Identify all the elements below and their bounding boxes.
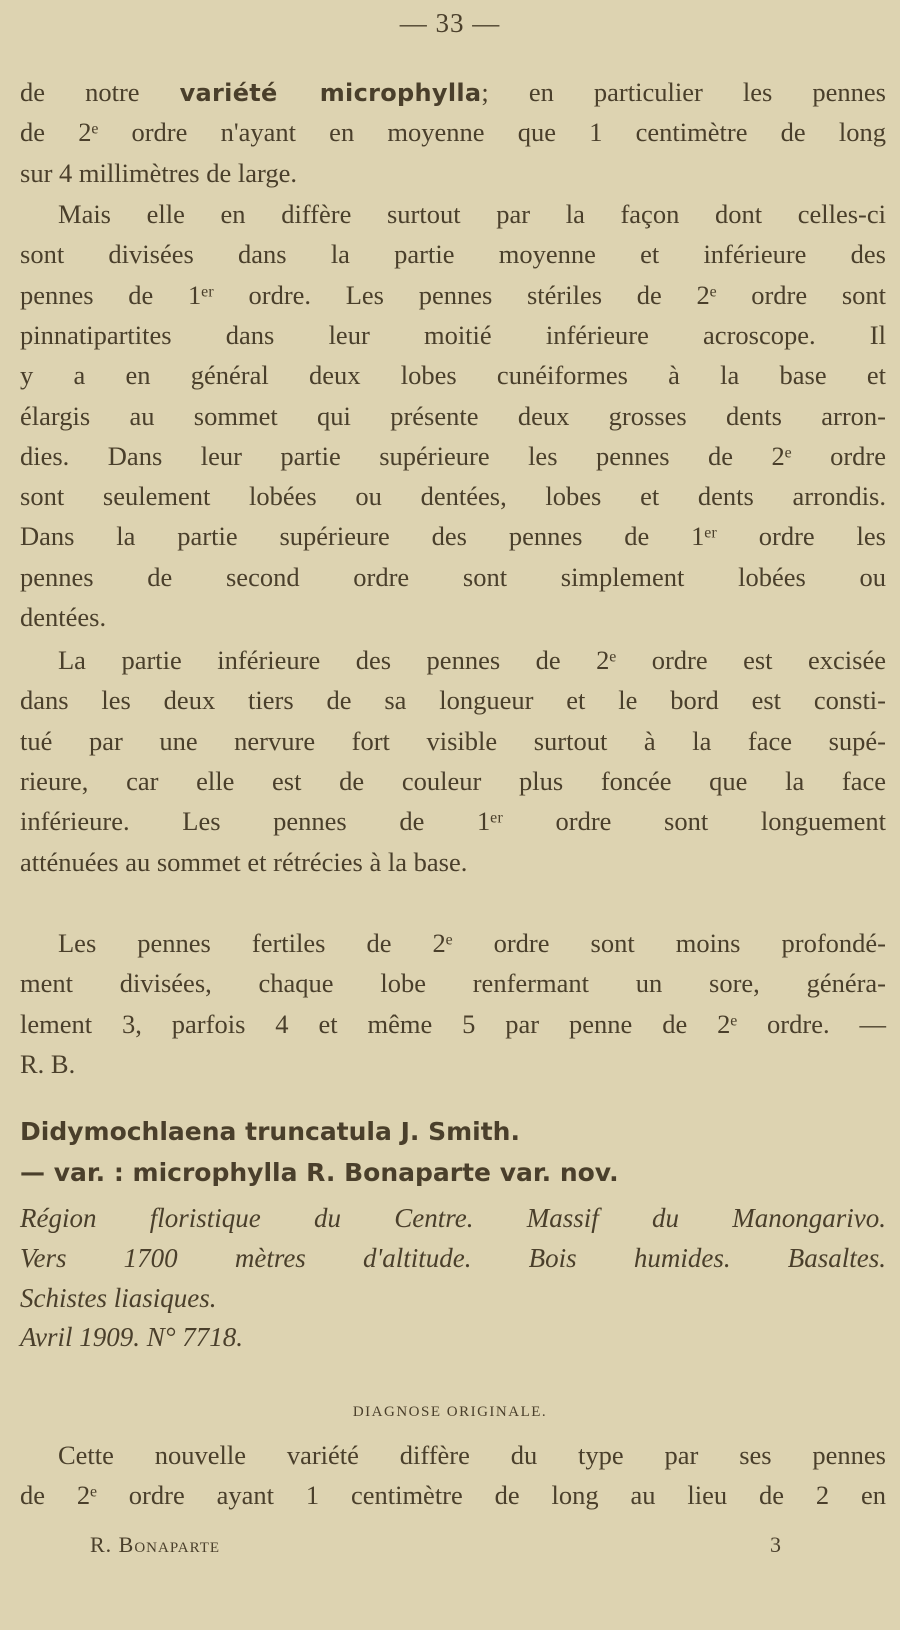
locality-line: Schistes liasiques. xyxy=(20,1283,217,1313)
text-line: rieure, car elle est de couleur plus foncée que la face xyxy=(20,765,886,796)
locality-line: Vers 1700 mètres d'altitude. Bois humides. Basaltes. xyxy=(20,1243,886,1273)
text-line: dies. Dans leur partie supérieure les pennes de 2ᵉ ordre xyxy=(20,440,886,471)
text-line: Les pennes fertiles de 2ᵉ ordre sont moins profondé- xyxy=(58,928,886,958)
text-line: sont divisées dans la partie moyenne et inférieure des xyxy=(20,239,886,270)
text-line: La partie inférieure des pennes de 2ᵉ ordre est excisée xyxy=(58,645,886,675)
text-line: sont seulement lobées ou dentées, lobes et dents arrondis. xyxy=(20,481,886,512)
species-title: Didymochlaena truncatula J. Smith. xyxy=(20,1117,520,1146)
text-span: de notre xyxy=(20,77,180,107)
text-line: atténuées au sommet et rétrécies à la base. xyxy=(20,846,468,877)
page-number: — 33 — xyxy=(399,8,501,38)
text-line: inférieure. Les pennes de 1ᵉʳ ordre sont longuement xyxy=(20,806,886,837)
text-line: pennes de second ordre sont simplement lobées ou xyxy=(20,561,886,592)
text-line: pinnatipartites dans leur moitié inférieure acroscope. Il xyxy=(20,319,886,350)
text-line: Cette nouvelle variété diffère du type par ses pennes xyxy=(58,1440,886,1470)
text-line: Mais elle en diffère surtout par la façon dont celles-ci xyxy=(58,199,886,229)
signature-mark: 3 xyxy=(770,1532,782,1557)
text-line: R. B. xyxy=(20,1048,76,1079)
text-line: ment divisées, chaque lobe renfermant un sore, généra- xyxy=(20,968,886,999)
text-line: dentées. xyxy=(20,602,107,632)
collection-date: Avril 1909. N° 7718. xyxy=(20,1322,244,1352)
text-line: pennes de 1ᵉʳ ordre. Les pennes stériles de 2ᵉ ordre sont xyxy=(20,279,886,310)
text-line: sur 4 millimètres de large. xyxy=(20,158,297,188)
text-span: ; en particulier les pennes xyxy=(481,77,886,107)
text-line: élargis au sommet qui présente deux grosses dents arron- xyxy=(20,400,886,431)
text-line: Dans la partie supérieure des pennes de 1ᵉʳ ordre les xyxy=(20,521,886,552)
text-line: de 2ᵉ ordre ayant 1 centimètre de long au lieu de 2 en xyxy=(20,1480,886,1510)
text-line: tué par une nervure fort visible surtout à la face supé- xyxy=(20,725,886,756)
text-line: lement 3, parfois 4 et même 5 par penne de 2ᵉ ordre. — xyxy=(20,1008,886,1039)
text-line xyxy=(20,74,886,110)
text-line: y a en général deux lobes cunéiformes à la base et xyxy=(20,360,886,391)
variety-title: — var. : microphylla R. Bonaparte var. nov. xyxy=(20,1158,619,1187)
bold-variety-name: variété microphylla xyxy=(179,79,482,107)
text-line: de 2ᵉ ordre n'ayant en moyenne que 1 centimètre de long xyxy=(20,117,886,147)
text-line: dans les deux tiers de sa longueur et le bord est consti- xyxy=(20,685,886,716)
locality-line: Région floristique du Centre. Massif du Manongarivo. xyxy=(20,1203,886,1233)
footer-author: R. Bonaparte xyxy=(90,1532,221,1557)
diagnose-heading: DIAGNOSE ORIGINALE. xyxy=(352,1404,548,1420)
